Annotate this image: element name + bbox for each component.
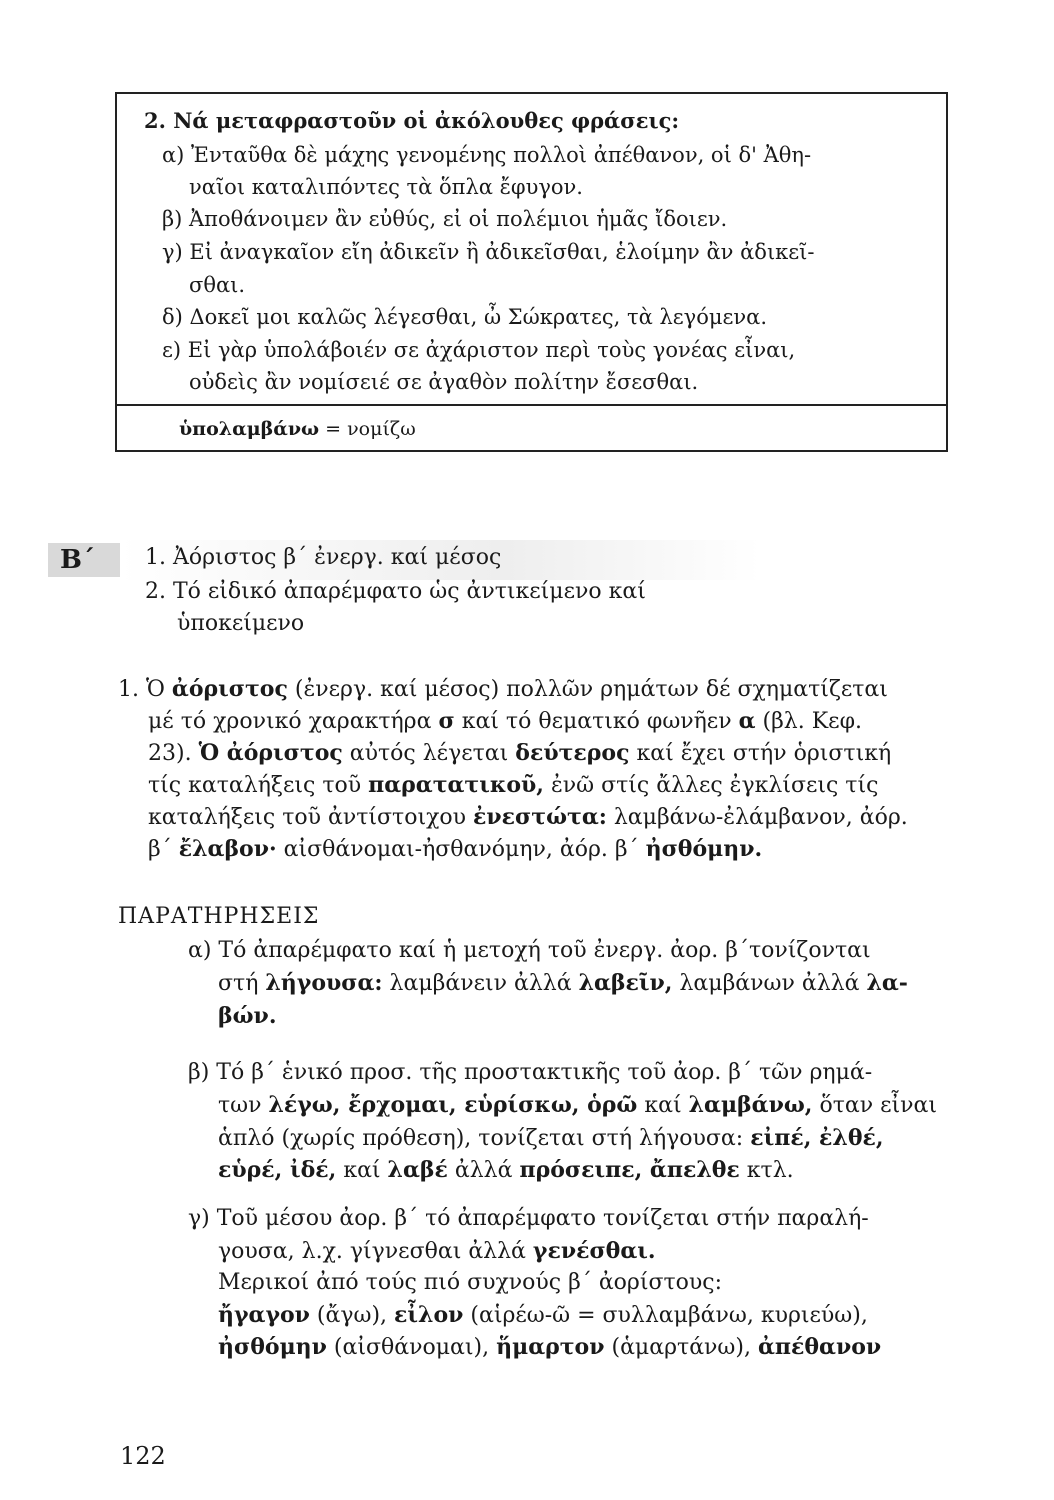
term-bold: εἰπέ, ἐλθέ, [750, 1125, 884, 1151]
text-run: 23). [148, 741, 199, 766]
term-bold: ἠσθόμην [218, 1334, 327, 1360]
term-bold: λαμβάνω, [688, 1092, 813, 1118]
observation-b-line [218, 1090, 937, 1121]
text-run: 1. Ὁ [118, 677, 172, 702]
text-run: γουσα, λ.χ. γίγνεσθαι ἀλλά [218, 1239, 533, 1264]
term-bold: παρατατικοῦ, [368, 772, 544, 798]
term-bold: δεύτερος [515, 740, 630, 766]
text-run: (ἁμαρτάνω), [604, 1335, 758, 1360]
paragraph-line [118, 674, 888, 705]
paragraph-line [148, 834, 762, 865]
text-run: καί τό θεματικό φωνῆεν [454, 709, 739, 734]
text-run: β΄ [148, 837, 179, 862]
term-bold: λαβέ [387, 1157, 448, 1183]
text-run: (βλ. Κεφ. [755, 709, 862, 734]
term-bold: ἥμαρτον [496, 1334, 605, 1360]
exercise-line: γ) Εἰ ἀναγκαῖον εἴη ἀδικεῖν ἢ ἀδικεῖσθαι, ἑλοίμην ἂν ἀδικεῖ- [162, 240, 815, 264]
observation-a-line: βών. [218, 1003, 277, 1029]
exercise-box [115, 92, 948, 452]
text-run: τίς καταλήξεις τοῦ [148, 773, 369, 798]
term-bold: εἶλον [394, 1302, 464, 1328]
exercise-line: δ) Δοκεῖ μοι καλῶς λέγεσθαι, ὦ Σώκρατες, τὰ λεγόμενα. [162, 305, 768, 329]
section-marker: Β΄ [48, 543, 120, 577]
observation-c-line: Μερικοί ἀπό τούς πιό συχνούς β΄ ἀορίστους: [218, 1270, 723, 1295]
paragraph-line [148, 738, 891, 769]
observation-b-line: β) Τό β΄ ἑνικό προσ. τῆς προστακτικῆς τοῦ ἀορ. β΄ τῶν ρημά- [188, 1060, 873, 1085]
text-run: στή [218, 971, 266, 996]
text-run: λαμβάνειν ἀλλά [382, 971, 579, 996]
term-bold: λήγουσα: [265, 970, 383, 996]
exercise-heading: 2. Νά μεταφραστοῦν οἱ ἀκόλουθες φράσεις: [144, 108, 680, 133]
paragraph-line [148, 802, 908, 833]
term-bold: ἀπέθανον [757, 1334, 882, 1360]
observation-a-line: α) Τό ἀπαρέμφατο καί ἡ μετοχή τοῦ ἐνεργ. ἀορ. β΄τονίζονται [188, 938, 871, 963]
text-run: καί ἔχει στήν ὁριστική [629, 741, 892, 766]
text-run: λαμβάνω-ἐλάμβανον, ἀόρ. [606, 805, 908, 830]
vocab-term: ὑπολαμβάνω [179, 418, 320, 440]
vocab-definition: = νομίζω [319, 418, 416, 440]
observation-b-line [218, 1123, 884, 1154]
observation-c-line [218, 1300, 868, 1331]
text-run: ὅταν εἶναι [812, 1093, 937, 1118]
text-run: των [218, 1093, 269, 1118]
term-bold: ἔλαβον· [178, 836, 277, 862]
exercise-line: α) Ἐνταῦθα δὲ μάχης γενομένης πολλοὶ ἀπέθανον, οἱ δ' Ἀθη- [162, 143, 812, 167]
text-run: καταλήξεις τοῦ ἀντίστοιχου [148, 805, 474, 830]
exercise-line: ε) Εἰ γὰρ ὑπολάβοιέν σε ἀχάριστον περὶ τοὺς γονέας εἶναι, [162, 338, 796, 362]
term-bold: ἀόριστος [171, 676, 288, 702]
text-run: (αἱρέω-ῶ = συλλαμβάνω, κυριεύω), [463, 1303, 868, 1328]
term-bold: γενέσθαι. [532, 1238, 656, 1264]
section-topic-1: 1. Ἀόριστος β΄ ἐνεργ. καί μέσος [145, 545, 502, 570]
observation-a-line [218, 968, 908, 999]
exercise-main [117, 94, 946, 404]
text-run: καί [637, 1093, 689, 1118]
text-run: (ἄγω), [309, 1303, 395, 1328]
term-bold: λα- [866, 970, 908, 996]
paragraph-line [148, 706, 862, 737]
text-run: (ἐνεργ. καί μέσος) πολλῶν ρημάτων δέ σχηματίζεται [287, 677, 888, 702]
exercise-line: οὐδεὶς ἂν νομίσειέ σε ἀγαθὸν πολίτην ἔσεσθαι. [189, 370, 699, 394]
text-run: αὐτός λέγεται [342, 741, 516, 766]
term-bold: εὑρέ, ἰδέ, [218, 1157, 337, 1183]
term-bold: πρόσειπε, ἄπελθε [519, 1157, 740, 1183]
text-run: καί [336, 1158, 388, 1183]
exercise-line: β) Ἀποθάνοιμεν ἂν εὐθύς, εἰ οἱ πολέμιοι ἡμᾶς ἴδοιεν. [162, 207, 728, 231]
exercise-line: σθαι. [189, 273, 246, 297]
observation-c-line [218, 1236, 656, 1267]
vocabulary-note [117, 404, 946, 452]
text-run: λαμβάνων ἀλλά [672, 971, 867, 996]
observation-b-line [218, 1155, 794, 1186]
text-run: μέ τό χρονικό χαρακτήρα [148, 709, 439, 734]
text-run: (αἰσθάνομαι), [326, 1335, 497, 1360]
term-bold: σ [438, 708, 455, 734]
vocab-line [179, 414, 416, 444]
term-bold: Ὁ ἀόριστος [198, 740, 343, 766]
term-bold: ἐνεστώτα: [473, 804, 607, 830]
text-run: κτλ. [739, 1158, 794, 1183]
observations-heading: ΠΑΡΑΤΗΡΗΣΕΙΣ [118, 904, 320, 929]
text-run: αἰσθάνομαι-ἠσθανόμην, ἀόρ. β΄ [276, 837, 646, 862]
paragraph-line [148, 770, 878, 801]
section-topic-2-cont: ὑποκείμενο [177, 611, 305, 636]
term-bold: λαβεῖν, [578, 970, 673, 996]
exercise-line: ναῖοι καταλιπόντες τὰ ὅπλα ἔφυγον. [189, 175, 583, 199]
observation-c-line: γ) Τοῦ μέσου ἀορ. β΄ τό ἀπαρέμφατο τονίζεται στήν παραλή- [188, 1206, 869, 1231]
term-bold: α [738, 708, 756, 734]
text-run: ἐνῶ στίς ἄλλες ἐγκλίσεις τίς [543, 773, 879, 798]
observation-c-line [218, 1332, 881, 1363]
text-run: ἀλλά [447, 1158, 520, 1183]
section-topic-2: 2. Τό εἰδικό ἀπαρέμφατο ὡς ἀντικείμενο καί [145, 579, 646, 604]
text-run: ἁπλό (χωρίς πρόθεση), τονίζεται στή λήγουσα: [218, 1126, 751, 1151]
term-bold: λέγω, ἔρχομαι, εὑρίσκω, ὁρῶ [268, 1092, 638, 1118]
page-number: 122 [120, 1442, 166, 1470]
term-bold: ἤγαγον [218, 1302, 310, 1328]
term-bold: ἠσθόμην. [645, 836, 763, 862]
